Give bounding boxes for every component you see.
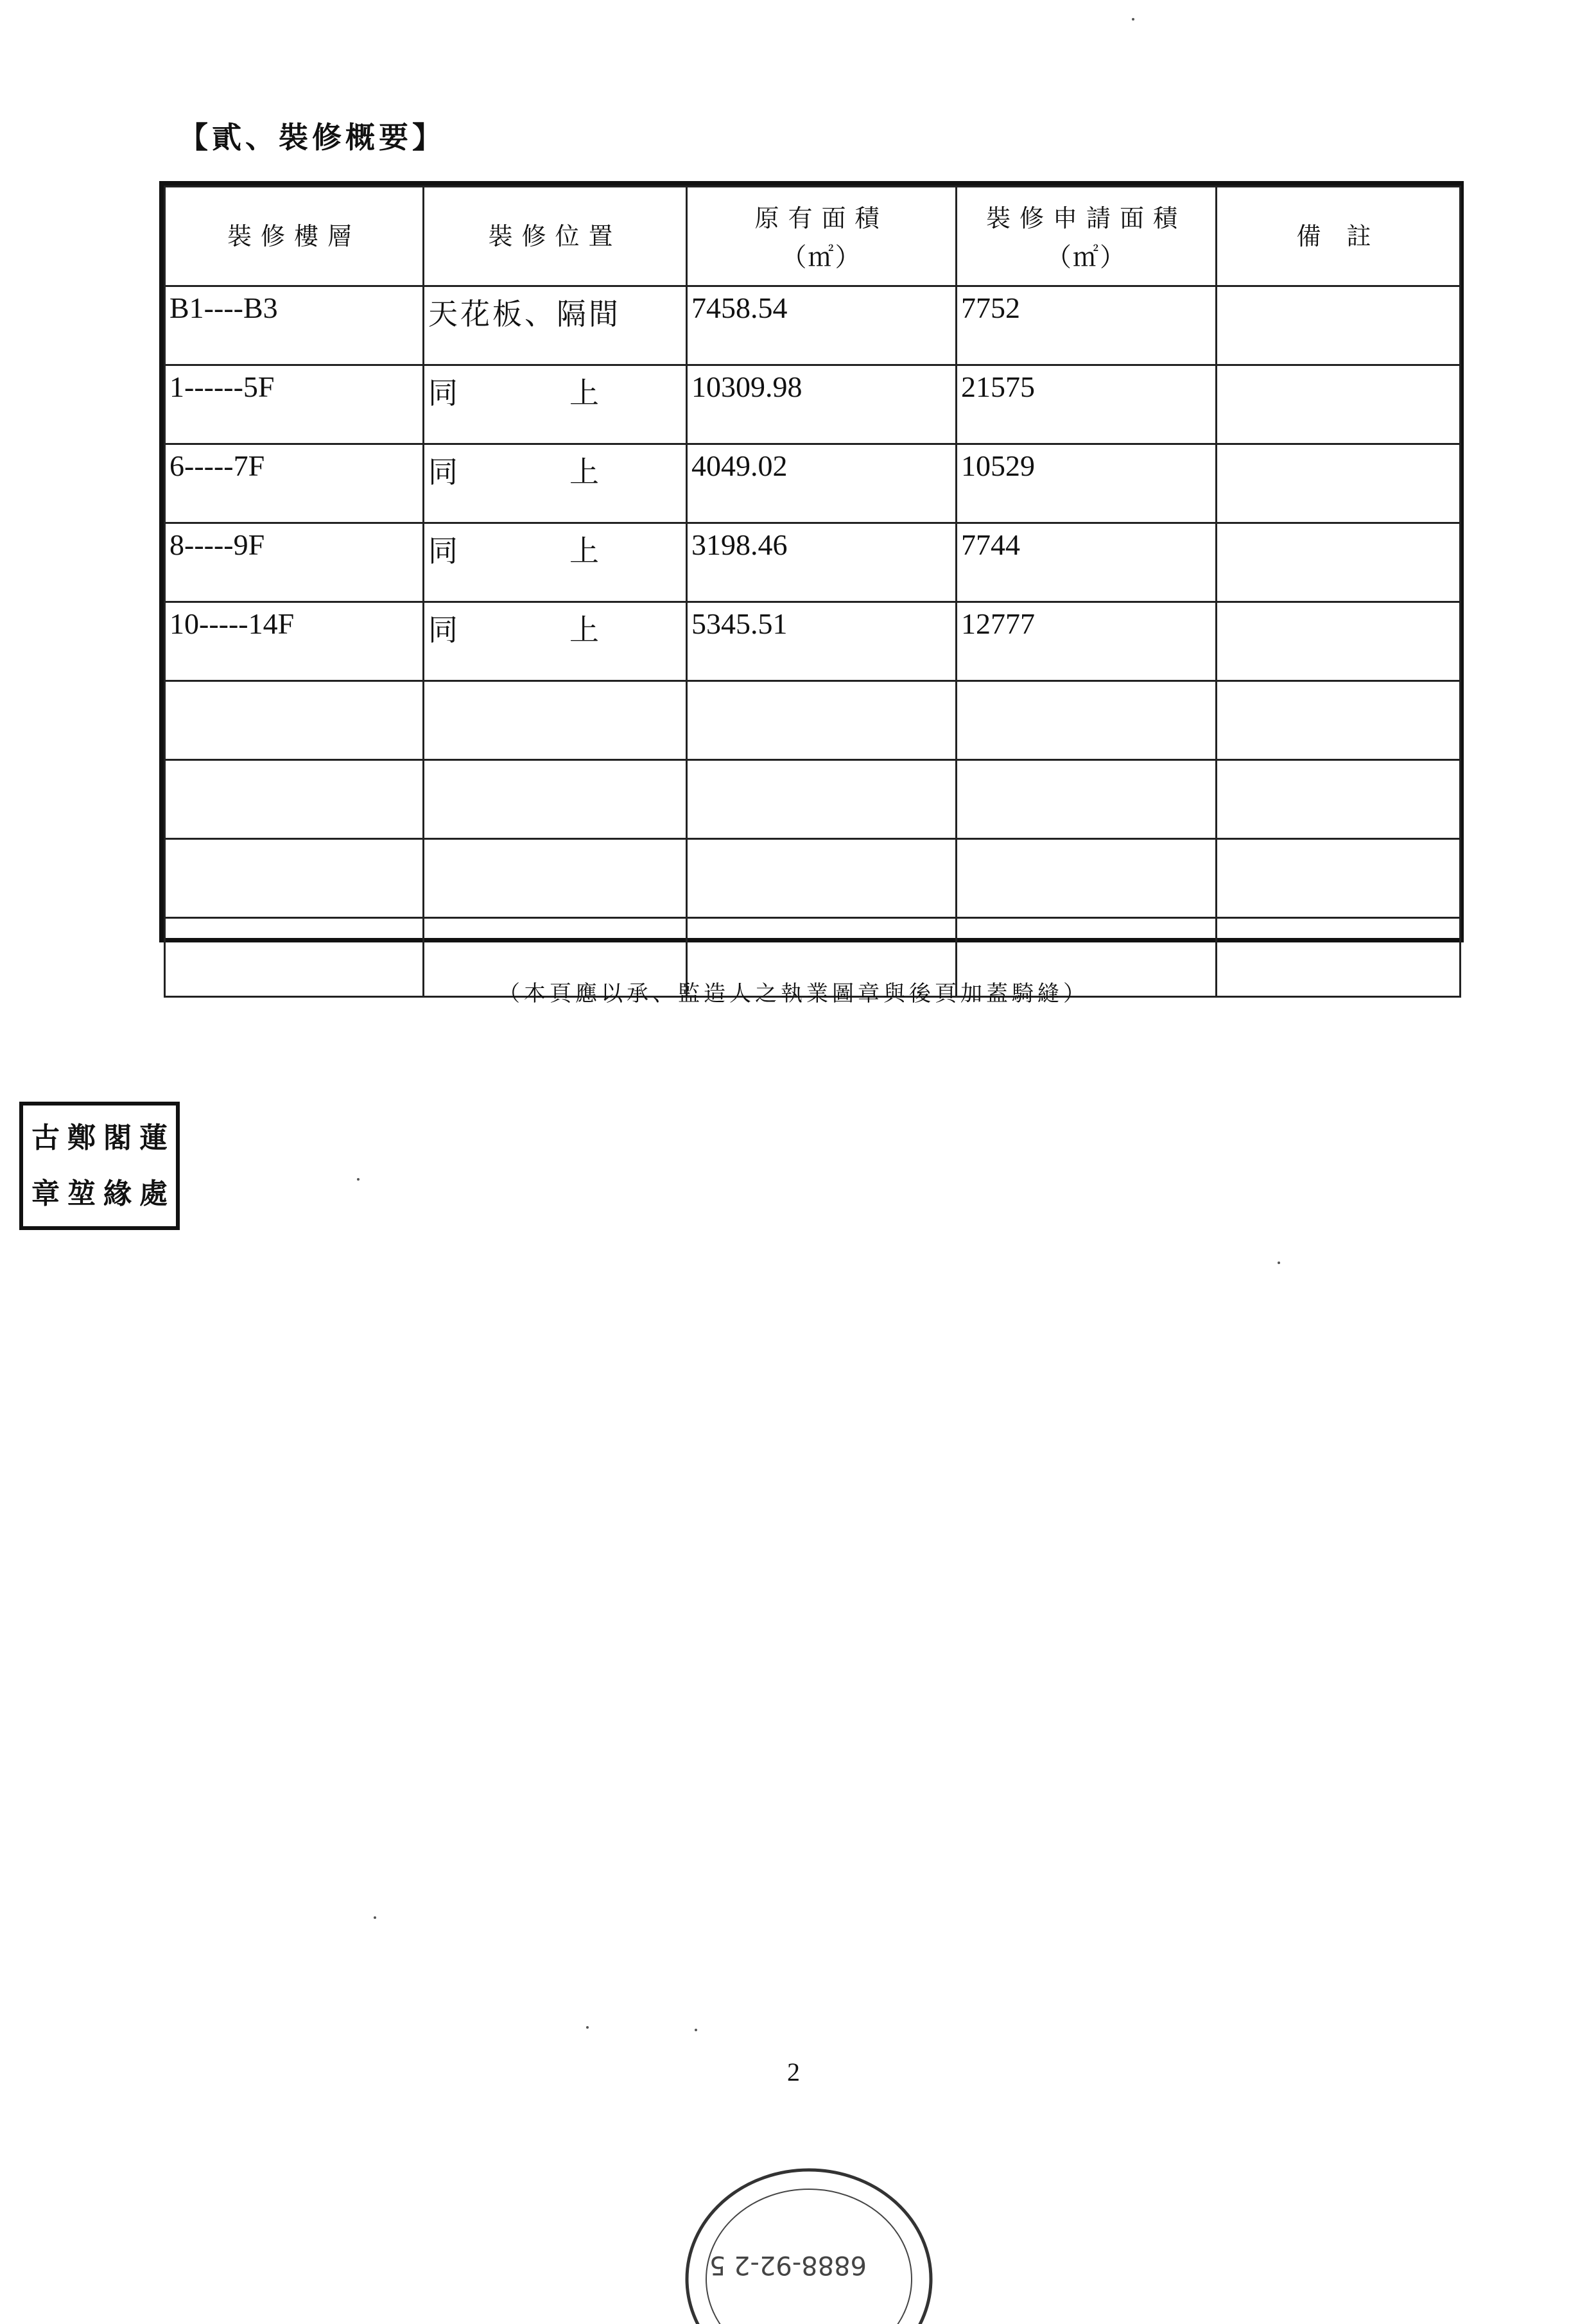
position-same-left: 同 [428, 376, 460, 410]
seal-char: 處 [139, 1177, 168, 1210]
table-row [165, 444, 1461, 523]
renovation-table [164, 186, 1461, 998]
table-row-empty [165, 681, 1461, 760]
cell-empty [165, 760, 424, 839]
position-same-right: 上 [569, 533, 602, 568]
header-position: 裝修位置 [424, 187, 687, 286]
cell-floor: B1----B3 [165, 286, 424, 365]
cell-remarks [1217, 365, 1461, 444]
cell-empty [165, 681, 424, 760]
cell-floor: 6-----7F [165, 444, 424, 523]
scan-speck [695, 2029, 697, 2031]
cell-position [424, 444, 687, 523]
scan-speck [1132, 18, 1134, 21]
cell-empty [687, 681, 957, 760]
table-row-empty [165, 839, 1461, 918]
cell-position: 天花板、隔間 [424, 286, 687, 365]
table-row [165, 286, 1461, 365]
cell-applied-area: 7752 [957, 286, 1217, 365]
cell-empty [957, 839, 1217, 918]
seal-instruction-note: （本頁應以承、監造人之執業圖章與後頁加蓋騎縫） [498, 981, 1089, 1007]
table-row [165, 365, 1461, 444]
cell-empty [687, 760, 957, 839]
cell-floor: 8-----9F [165, 523, 424, 602]
scan-speck [357, 1178, 360, 1181]
cell-original-area: 7458.54 [687, 286, 957, 365]
page-number: 2 [787, 2058, 800, 2086]
table-row [165, 523, 1461, 602]
cell-empty [165, 839, 424, 918]
table-row-empty [165, 760, 1461, 839]
position-same-right: 上 [569, 612, 602, 647]
cell-position [424, 365, 687, 444]
table-row [165, 602, 1461, 681]
cell-empty [1217, 839, 1461, 918]
cell-empty [957, 681, 1217, 760]
cell-floor: 10-----14F [165, 602, 424, 681]
cell-original-area: 3198.46 [687, 523, 957, 602]
stamp-outer-ring [687, 2170, 931, 2324]
cell-original-area: 10309.98 [687, 365, 957, 444]
scan-speck [1278, 1262, 1280, 1264]
seal-char: 章 [31, 1177, 60, 1210]
cell-remarks [1217, 523, 1461, 602]
seal-char: 緣 [103, 1177, 132, 1210]
renovation-summary-table [159, 181, 1464, 942]
cell-applied-area: 12777 [957, 602, 1217, 681]
architect-seal [19, 1102, 180, 1230]
section-title: 【貳、裝修概要】 [178, 120, 446, 155]
seal-char: 堃 [67, 1177, 96, 1210]
position-same-left: 同 [428, 533, 460, 568]
scan-speck [586, 2026, 589, 2029]
table-header-row [165, 187, 1461, 286]
header-floor: 裝修樓層 [165, 187, 424, 286]
cell-empty [1217, 681, 1461, 760]
cell-position [424, 602, 687, 681]
cell-floor: 1------5F [165, 365, 424, 444]
scan-speck [374, 1916, 376, 1919]
position-same-right: 上 [569, 455, 602, 489]
cell-applied-area: 7744 [957, 523, 1217, 602]
cell-remarks [1217, 602, 1461, 681]
seal-char: 古 [31, 1121, 60, 1154]
cell-original-area: 4049.02 [687, 444, 957, 523]
header-applied-area: 裝修申請面積 （㎡） [957, 187, 1217, 286]
cell-applied-area: 10529 [957, 444, 1217, 523]
cell-empty [424, 760, 687, 839]
cell-position [424, 523, 687, 602]
cell-empty [687, 839, 957, 918]
seal-char: 閣 [103, 1121, 132, 1154]
cell-empty [424, 681, 687, 760]
position-same-right: 上 [569, 376, 602, 410]
cell-original-area: 5345.51 [687, 602, 957, 681]
seal-char: 鄭 [67, 1121, 96, 1154]
header-original-area: 原有面積 （㎡） [687, 187, 957, 286]
cell-applied-area: 21575 [957, 365, 1217, 444]
position-same-left: 同 [428, 455, 460, 489]
position-same-left: 同 [428, 612, 460, 647]
date-stamp [674, 2131, 944, 2324]
stamp-text: 6888-92-2 5 [709, 2250, 867, 2280]
cell-empty [957, 760, 1217, 839]
cell-empty [424, 839, 687, 918]
cell-empty [1217, 760, 1461, 839]
cell-remarks [1217, 286, 1461, 365]
cell-remarks [1217, 444, 1461, 523]
header-remarks: 備 註 [1217, 187, 1461, 286]
seal-char: 蓮 [139, 1121, 168, 1154]
